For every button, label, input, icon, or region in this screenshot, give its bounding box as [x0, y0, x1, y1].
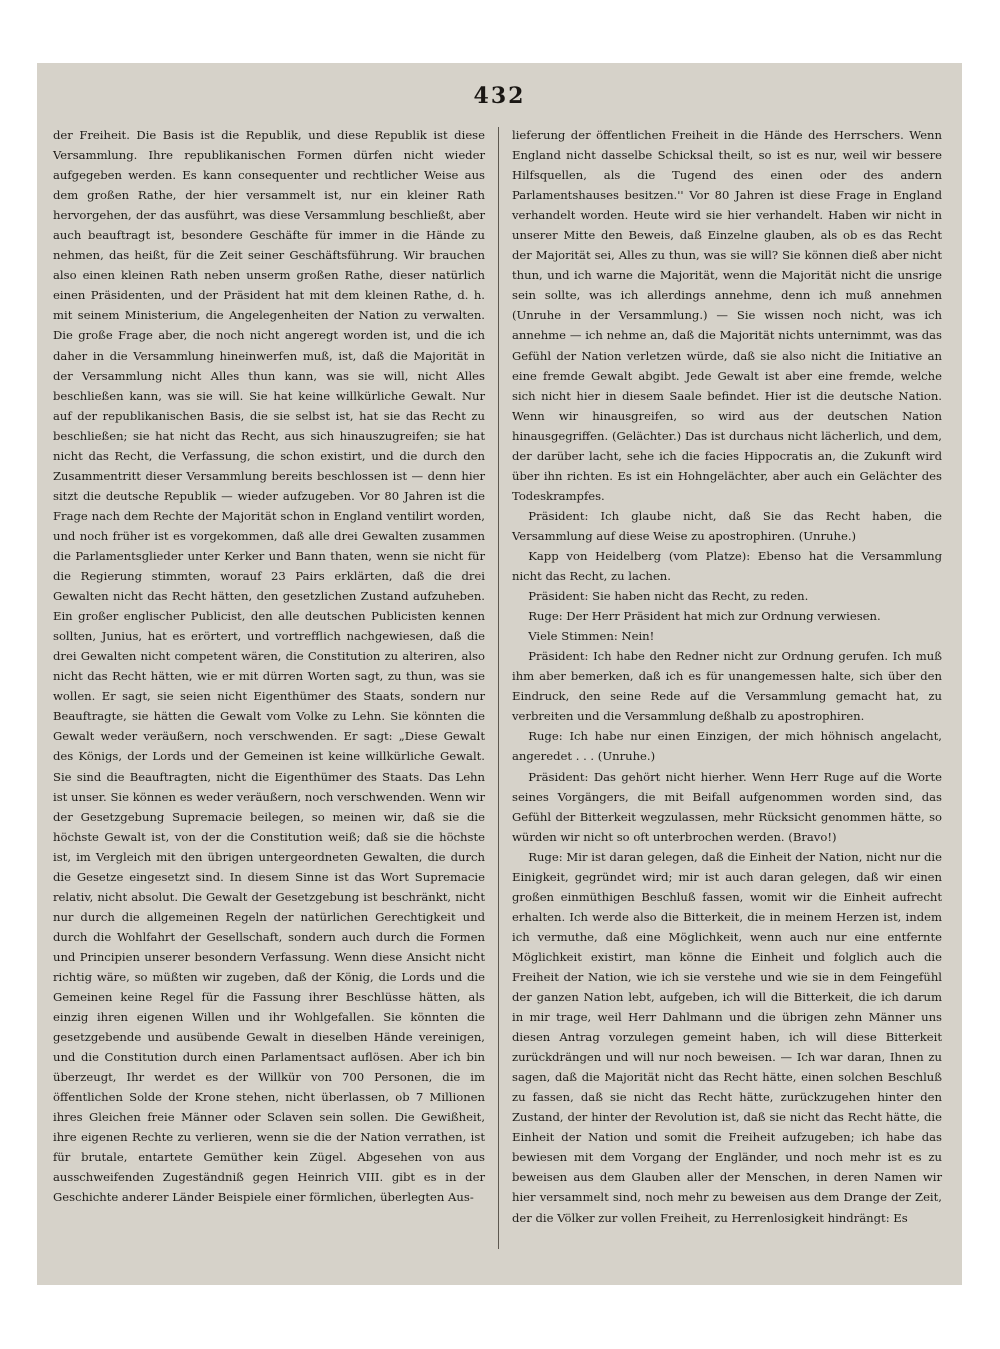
- paragraph: lieferung der öffentlichen Freiheit in die Hände des Herrschers. Wenn England nicht dasselbe Schicksal theilt, so ist es nur, weil wir bessere Hilfsquellen, als die Tugend des einen oder des andern Parlamentshauses besitzen.'' Vor 80 Jahren ist diese Frage in England verhandelt worden. Heute wird sie hier verhandelt. Haben wir nicht in unserer Mitte den Beweis, daß Einzelne glauben, als ob es das Recht der Majorität sei, Alles zu thun, was sie will? Sie können dieß aber nicht thun, und ich warne die Majorität, wenn die Majorität nicht die unsrige sein sollte, was ich allerdings annehme, denn ich muß annehmen (Unruhe in der Versammlung.) — Sie wissen noch nicht, was ich annehme — ich nehme an, daß die Majorität nichts unternimmt, was das Gefühl der Nation verletzen würde, daß sie also nicht die Initiative an eine fremde Gewalt abgibt. Jede Gewalt ist aber eine fremde, welche sich nicht hier in diesem Saale befindet. Hier ist die deutsche Nation. Wenn wir hinausgreifen, so wird aus der deutschen Nation hinausgegriffen. (Gelächter.) Das ist durchaus nicht lächerlich, und dem, der darüber lacht, sehe ich die facies Hippocratis an, die Zukunft wird über ihn richten. Es ist ein Hohngelächter, aber auch ein Gelächter des Todeskrampfes.: [512, 128, 942, 503]
- newspaper-page: [37, 63, 962, 1285]
- page-number: 432: [473, 83, 526, 109]
- paragraph: Kapp von Heidelberg (vom Platze): Ebenso hat die Versammlung nicht das Recht, zu lachen.: [512, 548, 942, 584]
- paragraph: Präsident: Ich glaube nicht, daß Sie das Recht haben, die Versammlung auf diese Weise zu apostrophiren. (Unruhe.): [512, 508, 942, 543]
- paragraph: Präsident: Das gehört nicht hierher. Wenn Herr Ruge auf die Worte seines Vorgängers, die mit Beifall aufgenommen worden sind, das Gefühl der Bitterkeit wegzulassen, mehr Rücksicht genommen hätte, so würden wir nicht so oft unterbrochen werden. (Bravo!): [512, 769, 942, 844]
- paragraph: Ruge: Der Herr Präsident hat mich zur Ordnung verwiesen.: [528, 609, 881, 624]
- paragraph: Ruge: Mir ist daran gelegen, daß die Einheit der Nation, nicht nur die Einigkeit, gegründet wird; mir ist auch daran gelegen, daß wir einen großen einmüthigen Beschluß fassen, womit wir die Einheit aufrecht erhalten. Ich werde also die Bitterkeit, die in meinem Herzen ist, indem ich vermuthe, daß eine Möglichkeit, wenn auch nur eine entfernte Möglichkeit existirt, man könne die Einheit und folglich auch die Freiheit der Nation, wie ich sie verstehe und wie sie in dem Feingefühl der ganzen Nation lebt, aufgeben, ich will die Bitterkeit, die ich darum in mir trage, weil Herr Dahlmann und die übrigen zehn Männer uns diesen Antrag vorzulegen gemeint haben, ich will diese Bitterkeit zurückdrängen und will nur noch beweisen. — Ich war daran, Ihnen zu sagen, daß die Majorität nicht das Recht hätte, einen solchen Beschluß zu fassen, daß sie nicht das Recht hätte, zurückzugehen hinter den Zustand, der hinter der Revolution ist, daß sie nicht das Recht hätte, die Einheit der Nation und somit die Freiheit aufzugeben; ich habe das bewiesen mit dem Vorgang der Engländer, und noch mehr ist es zu beweisen aus dem Glauben aller der Menschen, in deren Namen wir hier versammelt sind, noch mehr zu beweisen aus dem Drange der Zeit, der die Völker zur vollen Freiheit, zu Herrenlosigkeit hindrängt: Es: [512, 849, 942, 1225]
- paragraph: Viele Stimmen: Nein!: [528, 629, 655, 644]
- paragraph: Ruge: Ich habe nur einen Einzigen, der mich höhnisch angelacht, angeredet . . . (Unruhe.): [512, 729, 942, 764]
- paragraph: der Freiheit. Die Basis ist die Republik, und diese Republik ist diese Versammlung. Ihre republikanischen Formen dürfen nicht wieder aufgegeben werden. Es kann consequenter und rechtlicher Weise aus dem großen Rathe, der hier versammelt ist, nur ein kleiner Rath hervorgehen, der das ausführt, was diese Versammlung beschließt, aber auch beauftragt ist, besondere Geschäfte für immer in die Hände zu nehmen, das heißt, für die Zeit seiner Geschäftsführung. Wir brauchen also einen kleinen Rath neben unserm großen Rathe, dieser natürlich einen Präsidenten, und der Präsident hat mit dem kleinen Rathe, d. h. mit seinem Ministerium, die Angelegenheiten der Nation zu verwalten. Die große Frage aber, die noch nicht angeregt worden ist, und die ich daher in die Versammlung hineinwerfen muß, ist, daß die Majorität in der Versammlung nicht Alles thun kann, was sie will, nicht Alles beschließen kann, was sie will. Sie hat keine willkürliche Gewalt. Nur auf der republikanischen Basis, die sie selbst ist, hat sie das Recht zu beschließen; sie hat nicht das Recht, aus sich hinauszugreifen; sie hat nicht das Recht, die Verfassung, die schon existirt, und die durch den Zusammentritt dieser Versammlung bereits beschlossen ist — denn hier sitzt die deutsche Republik — wieder aufzugeben. Vor 80 Jahren ist die Frage nach dem Rechte der Majorität schon in England ventilirt worden, und noch früher ist es vorgekommen, daß alle drei Gewalten zusammen die Parlamentsglieder unter Kerker und Bann thaten, wenn sie nicht für die Regierung stimmten, worauf 23 Pairs erklärten, daß die drei Gewalten nicht das Recht hätten, den gesetzlichen Zustand aufzuheben. Ein großer englischer Publicist, den alle deutschen Publicisten kennen sollten, Junius, hat es erörtert, und vortrefflich nachgewiesen, daß die drei Gewalten nicht competent wären, die Constitution zu alteriren, also nicht das Recht hätten, wie er mit dürren Worten sagt, zu thun, was sie wollen. Er sagt, sie seien nicht Eigenthümer des Staats, sondern nur Beauftragte, sie hätten die Gewalt vom Volke zu Lehn. Sie könnten die Gewalt weder veräußern, noch verschwenden. Er sagt: „Diese Gewalt des Königs, der Lords und der Gemeinen ist keine willkürliche Gewalt. Sie sind die Beauftragten, nicht die Eigenthümer des Staats. Das Lehn ist unser. Sie können es weder veräußern, noch verschwenden. Wenn wir der Gesetzgebung Supremacie beilegen, so meinen wir, daß sie die höchste Gewalt ist, von der die Constitution weiß; daß sie die höchste ist, im Vergleich mit den übrigen untergeordneten Gewalten, die durch die Gesetze eingesetzt sind. In diesem Sinne ist das Wort Supremacie relativ, nicht absolut. Die Gewalt der Gesetzgebung ist beschränkt, nicht nur durch die allgemeinen Regeln der natürlichen Gerechtigkeit und durch die Wohlfahrt der Gesellschaft, sondern auch durch die Formen und Principien unserer besondern Verfassung. Wenn diese Ansicht nicht richtig wäre, so müßten wir zugeben, daß der König, die Lords und die Gemeinen keine Regel für die Fassung ihrer Beschlüsse hätten, als einzig ihren eigenen Willen und ihr Wohlgefallen. Sie könnten die gesetzgebende und ausübende Gewalt in dieselben Hände vereinigen, und die Constitution durch einen Parlamentsact auflösen. Aber ich bin überzeugt, Ihr werdet es der Willkür von 700 Personen, die im öffentlichen Solde der Krone stehen, nicht überlassen, ob 7 Millionen ihres Gleichen freie Männer oder Sclaven sein sollen. Die Gewißheit, ihre eigenen Rechte zu verlieren, wenn sie die der Nation verrathen, ist für brutale, entartete Gemüther kein Zügel. Abgesehen von aus ausschweifenden Zugeständniß gegen Heinrich VIII. gibt es in der Geschichte anderer Länder Beispiele einer förmlichen, überlegten Aus-: [53, 128, 485, 1205]
- left-column: [53, 125, 485, 1208]
- column-divider: [498, 127, 499, 1249]
- paragraph: Präsident: Sie haben nicht das Recht, zu reden.: [528, 589, 809, 604]
- right-column: [512, 125, 942, 1228]
- paragraph: Präsident: Ich habe den Redner nicht zur Ordnung gerufen. Ich muß ihm aber bemerken, daß ich es für unangemessen halte, sich über den Eindruck, den seine Rede auf die Versammlung gemacht hat, zu verbreiten und die Versammlung deßhalb zu apostrophiren.: [512, 649, 942, 724]
